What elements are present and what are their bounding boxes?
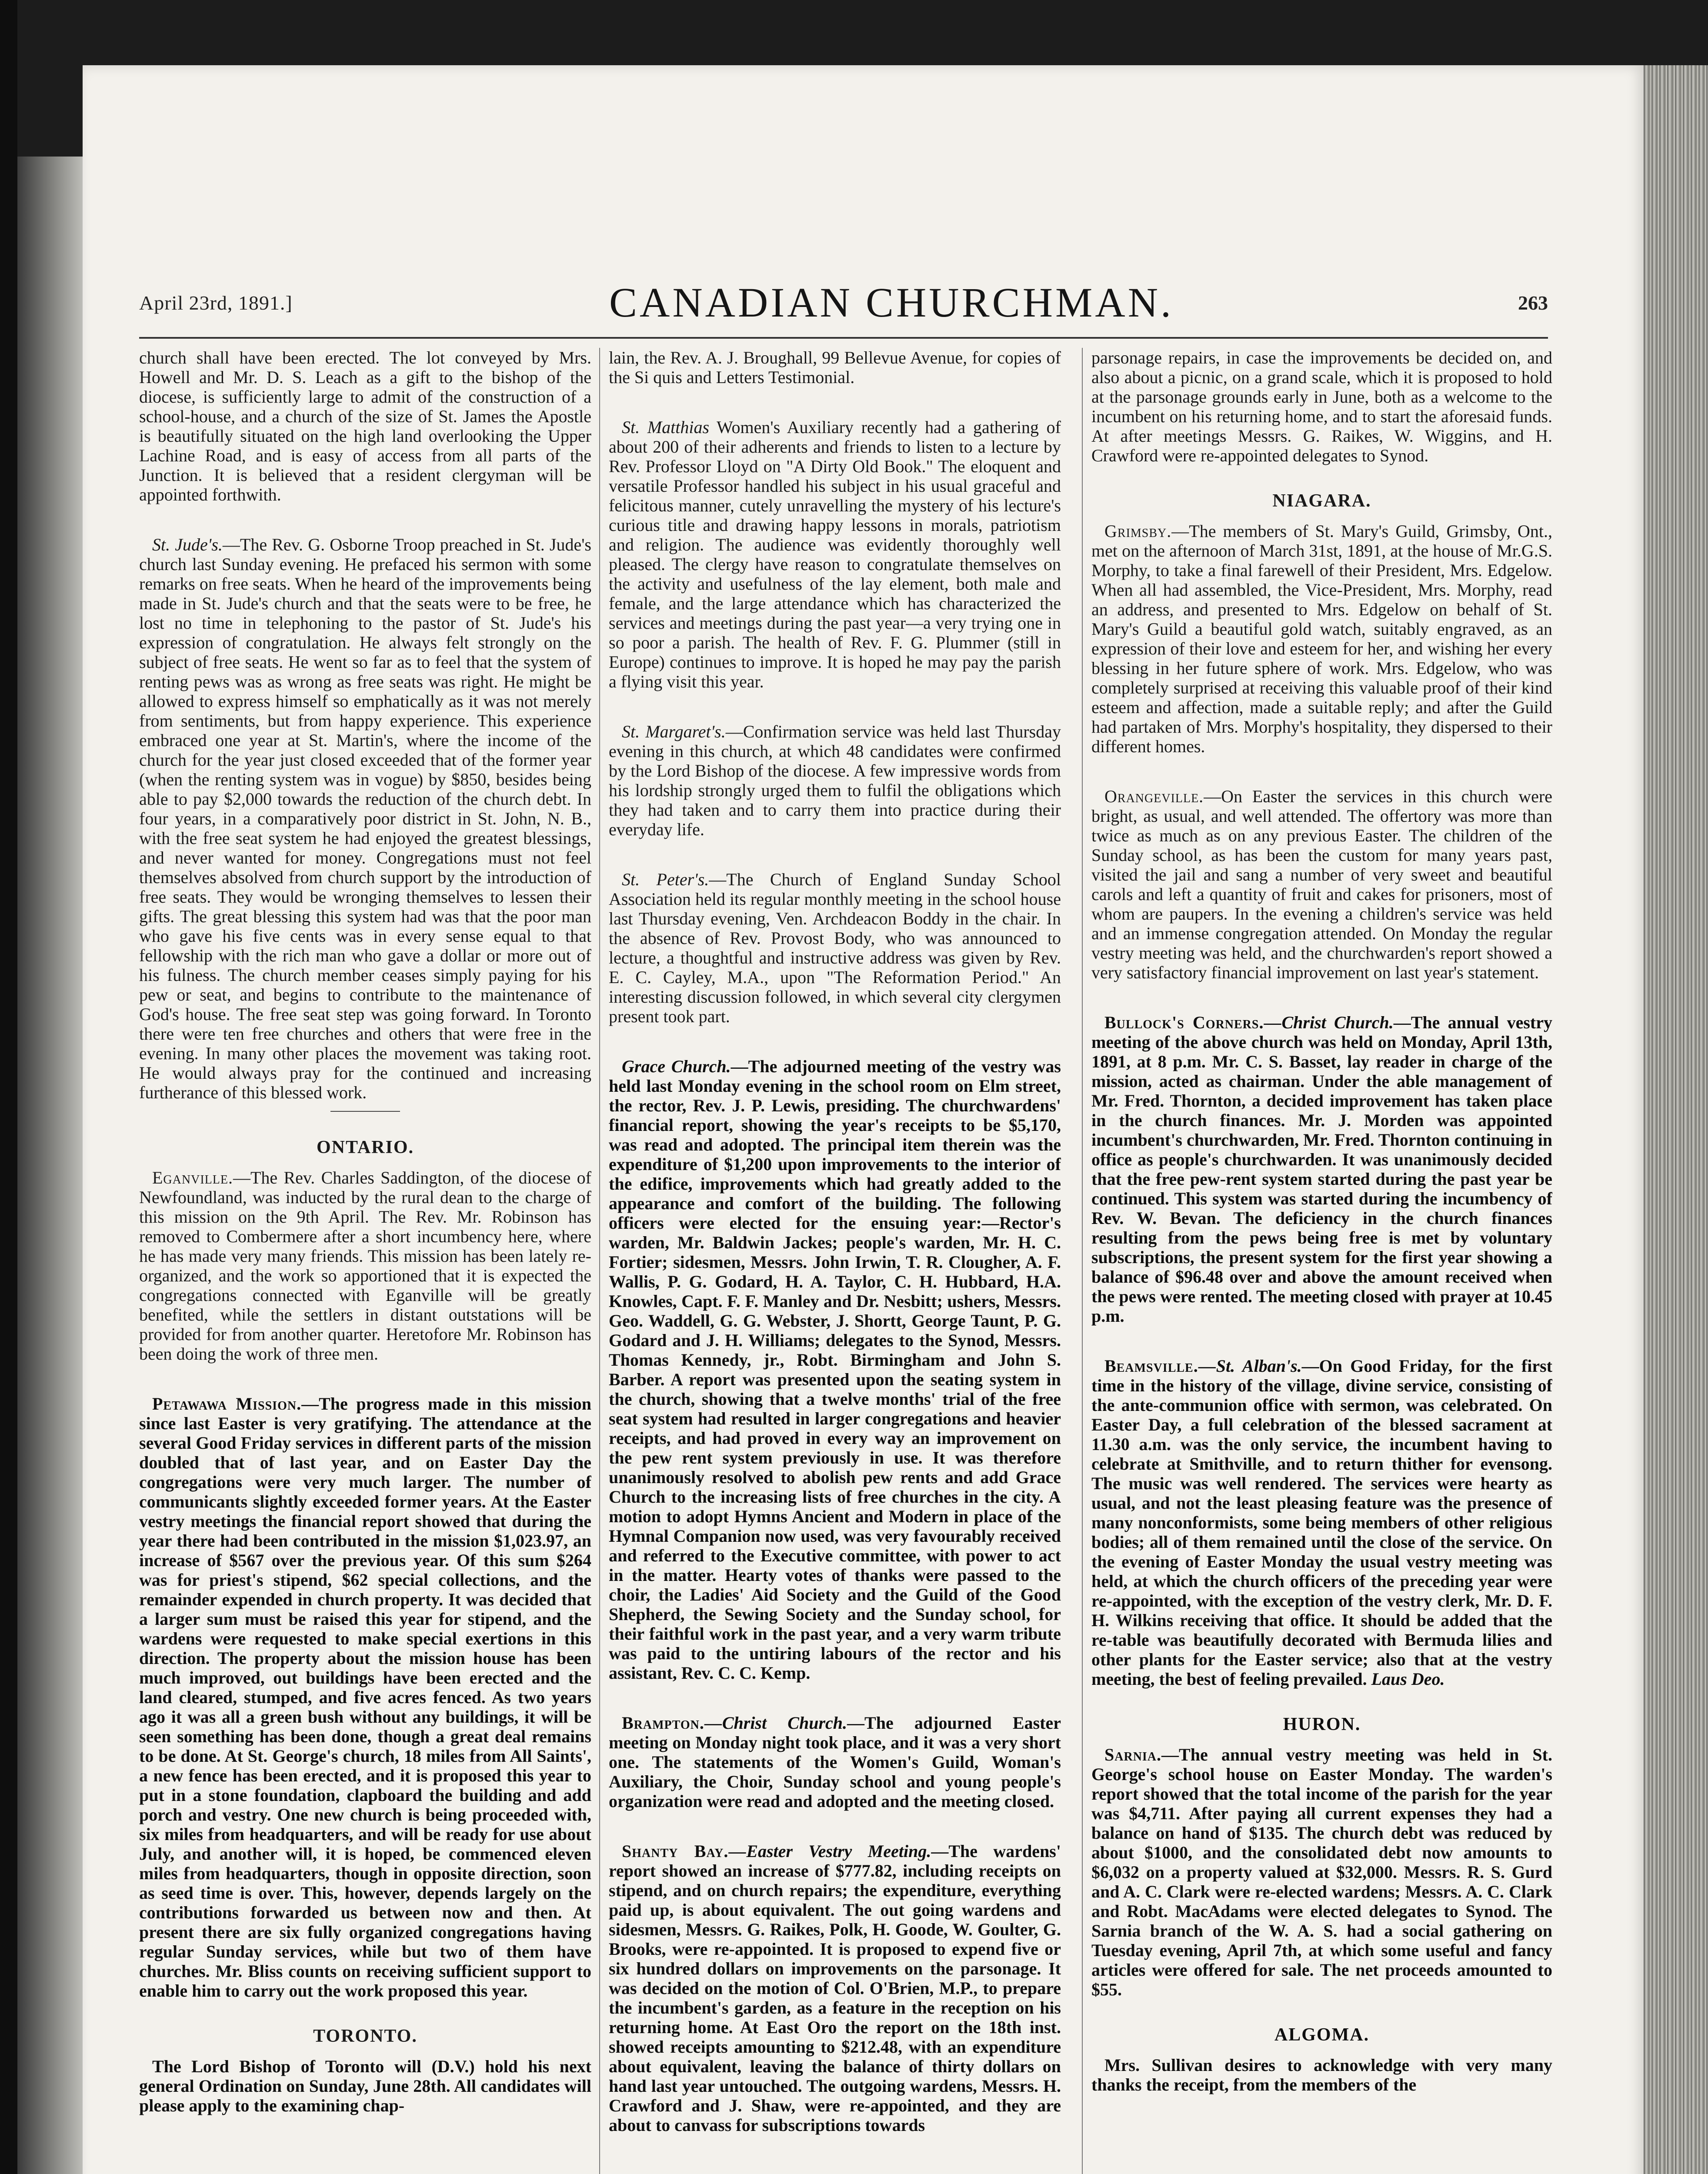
article-lead: Grace Church. [622, 1057, 731, 1076]
article-lead: St. Matthias [622, 417, 710, 437]
column-3 [1091, 348, 1552, 2174]
publication-title: CANADIAN CHURCHMAN. [609, 279, 1174, 326]
article-lead: Grimsby. [1104, 521, 1172, 541]
scan-border [0, 0, 17, 2174]
section-rule [330, 1111, 400, 1112]
article-orangeville [1091, 787, 1552, 982]
article-toronto-ordination: The Lord Bishop of Toronto will (D.V.) hold his next general Ordination on Sunday, June 28th. All candidates will please apply to the examining chap- [139, 2057, 591, 2115]
section-heading-algoma: ALGOMA. [1274, 2025, 1370, 2045]
article-lead: Petawawa Mission. [152, 1394, 302, 1414]
section-heading-ontario: ONTARIO. [316, 1137, 414, 1157]
article-lead: Shanty Bay.— [622, 1841, 747, 1861]
section-heading-niagara: NIAGARA. [1272, 491, 1371, 511]
column-divider [599, 348, 600, 2174]
article-subtitle: Easter Vestry Meeting. [746, 1841, 931, 1861]
article-st-peters [609, 870, 1061, 1026]
article-body: Women's Auxiliary recently had a gathering of about 200 of their adherents and friends to listen to a lecture by Rev. Professor Lloyd on "A Dirty Old Book." The eloquent and versatile Professor handled his subject in his usual graceful and felicitous manner, cutely unravelling the mystery of his lecture's curious title and drawing happy lessons in morals, patriotism and religion. The audience was evidently thoroughly well pleased. The clergy have reason to congratulate themselves on the activity and usefulness of the lay element, both male and female, and the large attendance which has characterized the services and meetings during the past year—a very trying one in so poor a parish. The health of Rev. F. G. Plummer (still in Europe) continues to improve. It is hoped he may pay the parish a flying visit this year. [609, 417, 1061, 691]
facing-page-edge [17, 157, 83, 2174]
article-body: —The wardens' report showed an increase of $777.82, including receipts on stipend, and on church repairs; the expenditure, everything paid up, is about equivalent. The out going wardens and sidesmen, Messrs. G. Raikes, Polk, H. Goode, W. Goulter, G. Brooks, were re-appointed. It is proposed to expend five or six hundred dollars on improvements on the parsonage. It was decided on the motion of Col. O'Brien, M.P., to prepare the incumbent's garden, as a feature in the reception on his returning home. At East Oro the report on the 18th inst. showed receipts amounting to $212.48, with an expenditure about equivalent, leaving the balance of thirty dollars on hand last year untouched. The outgoing wardens, Messrs. H. Crawford and J. Shaw, were re-appointed, and they are about to canvass for subscriptions towards [609, 1841, 1061, 2135]
masthead-rule [139, 337, 1548, 339]
article-bullocks-corners [1091, 1013, 1552, 1326]
article-lead: St. Margaret's. [622, 722, 726, 741]
article-body: —Confirmation service was held last Thursday evening in this church, at which 48 candidates were confirmed by the Lord Bishop of the diocese. A few impressive words from his lordship strongly urged them to fulfil the obligations which they had taken and to carry them into practice during their everyday life. [609, 722, 1061, 839]
article-lead: Beamsville.— [1104, 1356, 1216, 1376]
article-st-matthias [609, 417, 1061, 691]
article-lead: St. Peter's. [622, 870, 709, 889]
article-body: —The Rev. G. Osborne Troop preached in St. Jude's church last Sunday evening. He prefaced his sermon with some remarks on free seats. When he heard of the improvements being made in St. Jude's church and that the seats were to be free, he lost no time in telephoning to the pastor of St. Jude's his expression of congratulation. He always felt strongly on the subject of free seats. He went so far as to feel that the system of renting pews was as wrong as free seats was right. He might be allowed to express himself so emphatically as it was not merely from sentiments, but from happy experience. This experience embraced one year at St. Martin's, where the income of the church for the year just closed exceeded that of the former year (when the renting system was in vogue) by $850, besides being able to pay $2,000 towards the reduction of the church debt. In four years, in a comparatively poor district in St. John, N. B., with the free seat system he had enjoyed the greatest blessings, and never wanted for money. Congregations must not feel themselves absolved from church support by the introduction of free seats. They would be wronging themselves to lessen their gifts. The great blessing this system had was that the poor man who gave his five cents was in every sense equal to that fellowship with the rich man who gave a dollar or more out of his fulness. The church member ceases simply paying for his pew or seat, and begins to contribute to the maintenance of God's house. The free seat step was going forward. In Toronto there were ten free churches and others that were free in the evening. In many other places the movement was taking root. He would always pray for the continued and increasing furtherance of this blessed work. [139, 535, 591, 1102]
article-brampton [609, 1713, 1061, 1811]
article-paragraph: lain, the Rev. A. J. Broughall, 99 Bellevue Avenue, for copies of the Si quis and Letters Testimonial. [609, 348, 1061, 387]
article-st-margarets [609, 722, 1061, 839]
article-body: —The members of St. Mary's Guild, Grimsby, Ont., met on the afternoon of March 31st, 1891, at the house of Mr.G.S. Morphy, to take a final farewell of their President, Mrs. Edgelow. When all had assembled, the Vice-President, Mrs. Morphy, read an address, and presented to Mrs. Edgelow on behalf of St. Mary's Guild a beautiful gold watch, suitably engraved, as an expression of their love and esteem for her, and wishing her every blessing in her future sphere of work. Mrs. Edgelow, who was completely surprised at receiving this valuable proof of their kind esteem and affection, made a suitable reply; and after the Guild had partaken of Mrs. Morphy's hospitality, they dispersed to their different homes. [1091, 521, 1552, 756]
article-sarnia [1091, 1745, 1552, 1999]
column-divider [1082, 348, 1083, 2174]
article-lead: Brampton.— [622, 1713, 722, 1733]
masthead [139, 278, 1548, 330]
article-lead: St. Jude's. [152, 535, 223, 554]
article-lead: Sarnia. [1104, 1745, 1162, 1764]
article-lead: Orangeville. [1104, 787, 1204, 806]
article-grimsby [1091, 521, 1552, 756]
issue-date: April 23rd, 1891.] [139, 292, 293, 314]
article-petawawa [139, 1394, 591, 2001]
article-body: —The Church of England Sunday School Association held its regular monthly meeting in the school house last Thursday evening, Ven. Archdeacon Boddy in the chair. In the absence of Rev. Provost Body, who was announced to lecture, a thoughtful and instructive address was given by Rev. E. C. Cayley, M.A., upon "The Reformation Period." An interesting discussion followed, in which several city clergymen present took part. [609, 870, 1061, 1026]
article-body: —On Good Friday, for the first time in the history of the village, divine service, consisting of the ante-communion office with sermon, was celebrated. On Easter Day, a full celebration of the blessed sacrament at 11.30 a.m. was the only service, the incumbent having to celebrate at Smithville, and to return thither for evensong. The music was well rendered. The services were hearty as usual, and not the least pleasing feature was the presence of many nonconformists, some being members of other religious bodies; all of them remained until the close of the service. On the evening of Easter Monday the usual vestry meeting was held, at which the church officers of the preceding year were re-appointed, with the exception of the vestry clerk, Mr. D. F. H. Wilkins receiving that office. It should be added that the re-table was beautifully decorated with Bermuda lilies and other plants for the Easter service; also that at the vestry meeting, the best of feeling prevailed. [1091, 1356, 1552, 1689]
page-number: 263 [1518, 292, 1548, 314]
article-st-judes [139, 535, 591, 1102]
article-eganville [139, 1168, 591, 1364]
article-subtitle: St. Alban's. [1216, 1356, 1302, 1376]
article-body: —On Easter the services in this church were bright, as usual, and well attended. The offertory was more than twice as much as on any previous Easter. The children of the Sunday school, as has been the custom for many years past, visited the jail and sang a number of very sweet and beautiful carols and left a quantity of fruit and cakes for prisoners, most of whom are paupers. In the evening a children's service was held and an immense congregation attended. On Monday the regular vestry meeting was held, and the churchwarden's report showed a very satisfactory financial improvement on last year's statement. [1091, 787, 1552, 982]
article-subtitle: Christ Church. [722, 1713, 847, 1733]
section-heading-toronto: TORONTO. [313, 2026, 417, 2046]
article-subtitle: Christ Church. [1281, 1013, 1394, 1032]
article-body: —The annual vestry meeting was held in St. George's school house on Easter Monday. The warden's report showed that the total income of the parish for the year was $4,711. After paying all current expenses they had a balance on hand of $135. The church debt was reduced by about $1000, and the consolidated debt now amounts to $6,032 on a property valued at $32,000. Messrs. R. S. Gurd and A. C. Clark were re-elected wardens; Messrs. A. C. Clark and Robt. MacAdams were elected delegates to Synod. The Sarnia branch of the W. A. S. had a social gathering on Tuesday evening, April 7th, at which some useful and fancy articles were offered for sale. The net proceeds amounted to $55. [1091, 1745, 1552, 1999]
article-grace-church [609, 1057, 1061, 1683]
article-body: —The adjourned Easter meeting on Monday night took place, and it was a very short one. The statements of the Women's Guild, Woman's Auxiliary, the Choir, Sunday school and young people's organization were read and adopted and the meeting closed. [609, 1713, 1061, 1811]
article-beamsville [1091, 1356, 1552, 1689]
article-signoff: Laus Deo. [1371, 1669, 1445, 1689]
article-shanty-bay [609, 1841, 1061, 2135]
article-lead: Bullock's Corners.— [1104, 1013, 1282, 1032]
column-1 [139, 348, 591, 2174]
page-stack-edge [1644, 65, 1708, 2174]
article-algoma: Mrs. Sullivan desires to acknowledge with very many thanks the receipt, from the members of the [1091, 2055, 1552, 2094]
article-paragraph: church shall have been erected. The lot conveyed by Mrs. Howell and Mr. D. S. Leach as a gift to the bishop of the diocese, is sufficiently large to admit of the construction of a school-house, and a church of the size of St. James the Apostle is beautifully situated on the high land overlooking the Upper Lachine Road, and is easy of access from all parts of the Junction. It is believed that a resident clergyman will be appointed forthwith. [139, 348, 591, 504]
column-2 [609, 348, 1061, 2174]
article-paragraph: parsonage repairs, in case the improvements be decided on, and also about a picnic, on a grand scale, which it is proposed to hold at the parsonage grounds early in June, both as a welcome to the incumbent on his returning home, and to start the aforesaid funds. At after meetings Messrs. G. Raikes, W. Wiggins, and H. Crawford were re-appointed delegates to Synod. [1091, 348, 1552, 465]
article-body: —The adjourned meeting of the vestry was held last Monday evening in the school room on Elm street, the rector, Rev. J. P. Lewis, presiding. The churchwardens' financial report, showing the year's receipts to be $5,170, was read and adopted. The principal item therein was the expenditure of $1,200 upon improvements to the interior of the edifice, improvements which had greatly added to the appearance and comfort of the building. The following officers were elected for the ensuing year:—Rector's warden, Mr. Baldwin Jackes; people's warden, Mr. H. C. Fortier; sidesmen, Messrs. John Irwin, T. R. Clougher, A. F. Wallis, P. G. Godard, H. A. Taylor, C. H. Hubbard, H.A. Knowles, Capt. F. F. Manley and Dr. Nesbitt; ushers, Messrs. Geo. Waddell, G. G. Webster, J. Shortt, George Taunt, P. G. Godard and J. H. Williams; delegates to the Synod, Messrs. Thomas Kennedy, jr., Robt. Birmingham and John S. Barber. A report was presented upon the seating system in the church, showing that a twelve months' trial of the free seat system had resulted in larger congregations and heavier receipts, and had proved in every way an improvement on the pew rent system previously in use. It was therefore unanimously resolved to abolish pew rents and add Grace Church to the increasing lists of free churches in the city. A motion to adopt Hymns Ancient and Modern in place of the Hymnal Companion now used, was very favourably received and referred to the Executive committee, with power to act in the matter. Hearty votes of thanks were passed to the choir, the Ladies' Aid Society and the Guild of the Good Shepherd, the Sewing Society and the Sunday school, for their faithful work in the past year, and a very warm tribute was paid to the untiring labours of the rector and his assistant, Rev. C. C. Kemp. [609, 1057, 1061, 1683]
section-heading-huron: HURON. [1283, 1714, 1361, 1734]
article-body: —The progress made in this mission since last Easter is very gratifying. The attendance at the several Good Friday services in different parts of the mission doubled that of last year, and on Easter Day the congregations were very much larger. The number of communicants slightly exceeded former years. At the Easter vestry meetings the financial report showed that during the year there had been contributed in the mission $1,023.97, an increase of $567 over the previous year. Of this sum $264 was for priest's stipend, $62 special collections, and the remainder expended in church property. It was decided that a larger sum must be raised this year for stipend, and the wardens were requested to make special exertions in this direction. The property about the mission house has been much improved, out buildings have been erected and the land cleared, stumped, and five acres fenced. As two years ago it was all a green bush without any buildings, it will be seen something has been done, though a great deal remains to be done. At St. George's church, 18 miles from All Saints', a new fence has been erected, and it is proposed this year to put in a stone foundation, clapboard the building and add porch and vestry. One new church is being proceeded with, six miles from headquarters, and will be ready for use about July, and another will, it is hoped, be commenced eleven miles from headquarters, though in opposite direction, soon as seed time is over. This, however, depends largely on the contributions forwarded us between now and then. At present there are six fully organized congregations having regular Sunday services, while but two of them have churches. Mr. Bliss counts on receiving sufficient support to enable him to carry out the work proposed this year. [139, 1394, 591, 2001]
article-body: —The Rev. Charles Saddington, of the diocese of Newfoundland, was inducted by the rural dean to the charge of this mission on the 9th April. The Rev. Mr. Robinson has removed to Combermere after a short incumbency here, where he has made very many friends. This mission has been lately re-organized, and the work so apportioned that it is expected the congregations connected with Eganville will be greatly benefited, while the settlers in distant outstations will be provided for from another quarter. Heretofore Mr. Robinson has been doing the work of three men. [139, 1168, 591, 1364]
article-lead: Eganville. [152, 1168, 233, 1187]
article-body: —The annual vestry meeting of the above church was held on Monday, April 13th, 1891, at 8 p.m. Mr. C. S. Basset, lay reader in charge of the mission, acted as chairman. Under the able management of Mr. Fred. Thornton, a decided improvement has taken place in the church finances. Mr. J. Morden was appointed incumbent's churchwarden, Mr. Fred. Thornton continuing in office as people's churchwarden. It was unanimously decided that the free pew-rent system started during the past year be continued. This system was started during the incumbency of Rev. W. Bevan. The deficiency in the church finances resulting from the pews being free is met by voluntary subscriptions, the present system for the first year showing a balance of $96.48 over and above the amount received when the pews were rented. The meeting closed with prayer at 10.45 p.m. [1091, 1013, 1552, 1326]
